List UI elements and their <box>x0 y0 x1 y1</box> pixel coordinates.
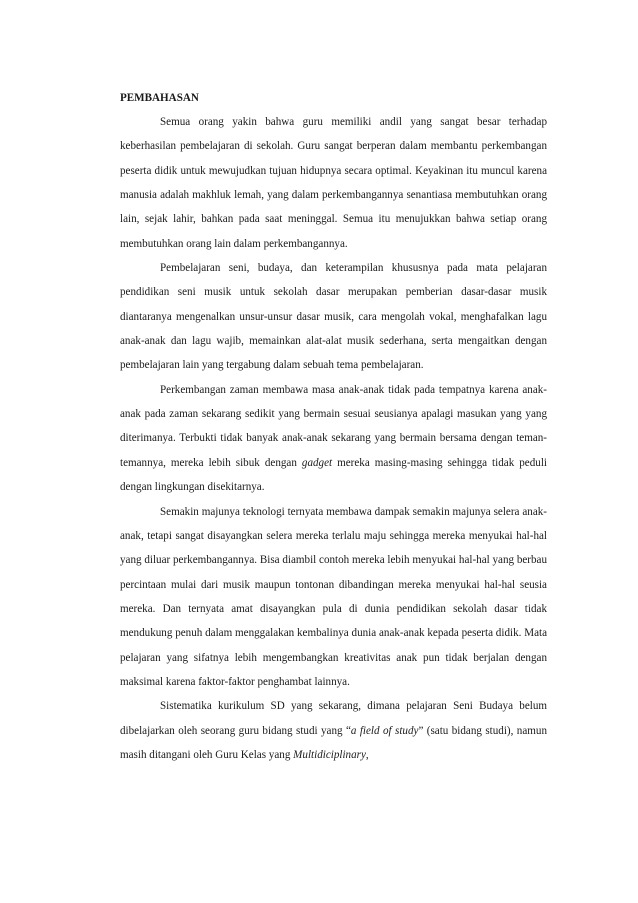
paragraph-3-text-after: mereka masing-masing sehingga tidak peduli dengan lingkungan disekitarnya. <box>120 456 547 494</box>
paragraph-3-text-before: Perkembangan zaman membawa masa anak-anak tidak pada tempatnya karena anak-anak pada zaman sekarang sedikit yang bermain sesuai seusianya apalagi masukan yang yang diterimanya. Terbukti tidak banyak anak-anak sekarang yang bermain bersama dengan teman-temannya, mereka lebih sibuk dengan <box>120 383 547 469</box>
paragraph-5-italic-term: a field of study <box>350 724 419 737</box>
paragraph-2: Pembelajaran seni, budaya, dan keterampilan khususnya pada mata pelajaran pendidikan seni musik untuk sekolah dasar merupakan pemberian dasar-dasar musik diantaranya mengenalkan unsur-unsur dasar musik, cara mengolah vokal, menghafalkan lagu anak-anak dan lagu wajib, memainkan alat-alat musik sederhana, serta mengaitkan dengan pembelajaran lain yang tergabung dalam sebuah tema pembelajaran. <box>120 262 547 372</box>
paragraph-3-italic-term: gadget <box>301 456 333 469</box>
paragraph-5-text-before: Sistematika kurikulum SD yang sekarang, dimana pelajaran Seni Budaya belum dibelajarkan oleh seorang guru bidang studi yang “ <box>120 700 547 737</box>
section-heading: PEMBAHASAN <box>120 92 199 104</box>
paragraph-5-text-after: , <box>365 748 369 761</box>
paragraph-5-italic-term-2: Multidiciplinary <box>293 748 366 761</box>
paragraph-1: Semua orang yakin bahwa guru memiliki andil yang sangat besar terhadap keberhasilan pembelajaran di sekolah. Guru sangat berperan dalam membantu perkembangan peserta didik untuk mewujudkan tujuan hidupnya secara optimal. Keyakinan itu muncul karena manusia adalah makhluk lemah, yang dalam perkembangannya senantiasa membutuhkan orang lain, sejak lahir, bahkan pada saat meninggal. Semua itu menujukkan bahwa setiap orang membutuhkan orang lain dalam perkembangannya. <box>120 116 547 250</box>
paragraph-3 <box>120 378 547 500</box>
document-page <box>120 86 547 767</box>
paragraph-5-text-middle: ” (satu bidang studi), namun masih ditangani oleh Guru Kelas yang <box>120 724 547 761</box>
paragraph-5 <box>120 694 547 767</box>
paragraph-4: Semakin majunya teknologi ternyata membawa dampak semakin majunya selera anak-anak, tetapi sangat disayangkan selera mereka terlalu maju sehingga mereka menyukai hal-hal yang diluar perkembangannya. Bisa diambil contoh mereka lebih menyukai hal-hal yang berbau percintaan mulai dari musik maupun tontonan dibandingan mereka menyukai hal-hal seusia mereka. Dan ternyata amat disayangkan pula di dunia pendidikan sekolah dasar tidak mendukung penuh dalam menggalakan kembalinya dunia anak-anak kepada peserta didik. Mata pelajaran yang sifatnya lebih mengembangkan kreativitas anak pun tidak berjalan dengan maksimal karena faktor-faktor penghambat lainnya. <box>120 505 547 688</box>
